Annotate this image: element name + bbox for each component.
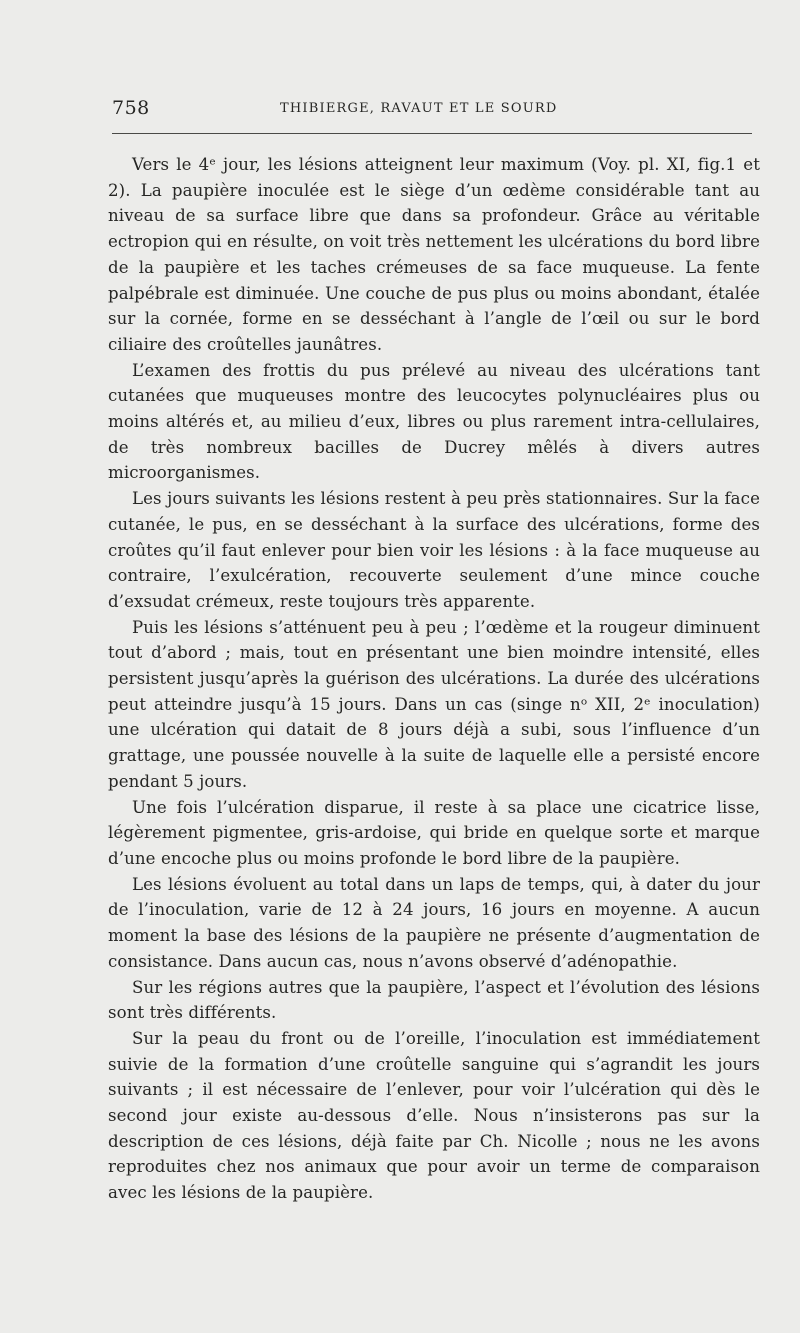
page-number: 758 [112,97,150,119]
paragraph-4: Puis les lésions s’atténuent peu à peu ; l’œdème et la rougeur diminuent tout d’abord ; mais, tout en présentant une bien moindre intensité, elles persistent jusqu’après la guérison des ulcérations. La durée des ulcérations peut atteindre jusqu’à 15 jours. Dans un cas (singe nᵒ XII, 2ᵉ inoculation) une ulcération qui datait de 8 jours déjà a subi, sous l’influence d’un grattage, une poussée nouvelle à la suite de laquelle elle a persisté encore pendant 5 jours. [108,617,760,791]
paragraph-2: L’examen des frottis du pus prélevé au niveau des ulcérations tant cutanées que muqueuses montre des leucocytes polynucléaires plus ou moins altérés et, au milieu d’eux, libres ou plus rarement intra-cellulaires, de très nombreux bacilles de Ducrey mêlés à divers autres microorganismes. [108,360,760,483]
paragraph-8: Sur la peau du front ou de l’oreille, l’inoculation est immédiatement suivie de la formation d’une croûtelle sanguine qui s’agrandit les jours suivants ; il est nécessaire de l’enlever, pour voir l’ulcération qui dès le second jour existe au-dessous d’elle. Nous n’insisterons pas sur la description de ces lésions, déjà faite par Ch. Nicolle ; nous ne les avons reproduites chez nos animaux que pour avoir un terme de comparaison avec les lésions de la paupière. [108,1028,760,1203]
body-text [108,152,760,1206]
running-title: THIBIERGE, RAVAUT ET LE SOURD [280,101,558,116]
paragraph-3: Les jours suivants les lésions restent à peu près stationnaires. Sur la face cutanée, le pus, en se desséchant à la surface des ulcérations, forme des croûtes qu’il faut enlever pour bien voir les lésions : à la face muqueuse au contraire, l’exulcération, recouverte seulement d’une mince couche d’exsudat crémeux, reste toujours très apparente. [108,489,760,611]
paragraph-7: Sur les régions autres que la paupière, l’aspect et l’évolution des lésions sont très différents. [108,977,760,1023]
paragraph-5: Une fois l’ulcération disparue, il reste à sa place une cicatrice lisse, légèrement pigmentee, gris-ardoise, qui bride en quelque sorte et marque d’une encoche plus ou moins profonde le bord libre de la paupière. [108,797,760,868]
paragraph-1: Vers le 4ᵉ jour, les lésions atteignent leur maximum (Voy. pl. XI, fig.1 et 2). La paupière inoculée est le siège d’un œdème considérable tant au niveau de sa surface libre que dans sa profondeur. Grâce au véritable ectropion qui en résulte, on voit très nettement les ulcérations du bord libre de la paupière et les taches crémeuses de sa face muqueuse. La fente palpébrale est diminuée. Une couche de pus plus ou moins abondant, étalée sur la cornée, forme en se desséchant à l’angle de l’œil ou sur le bord ciliaire des croûtelles jaunâtres. [108,155,760,354]
running-head [112,97,752,121]
paragraph-6: Les lésions évoluent au total dans un laps de temps, qui, à dater du jour de l’inoculation, varie de 12 à 24 jours, 16 jours en moyenne. A aucun moment la base des lésions de la paupière ne présente d’augmentation de consistance. Dans aucun cas, nous n’avons observé d’adénopathie. [108,874,760,971]
header-rule [112,133,752,134]
